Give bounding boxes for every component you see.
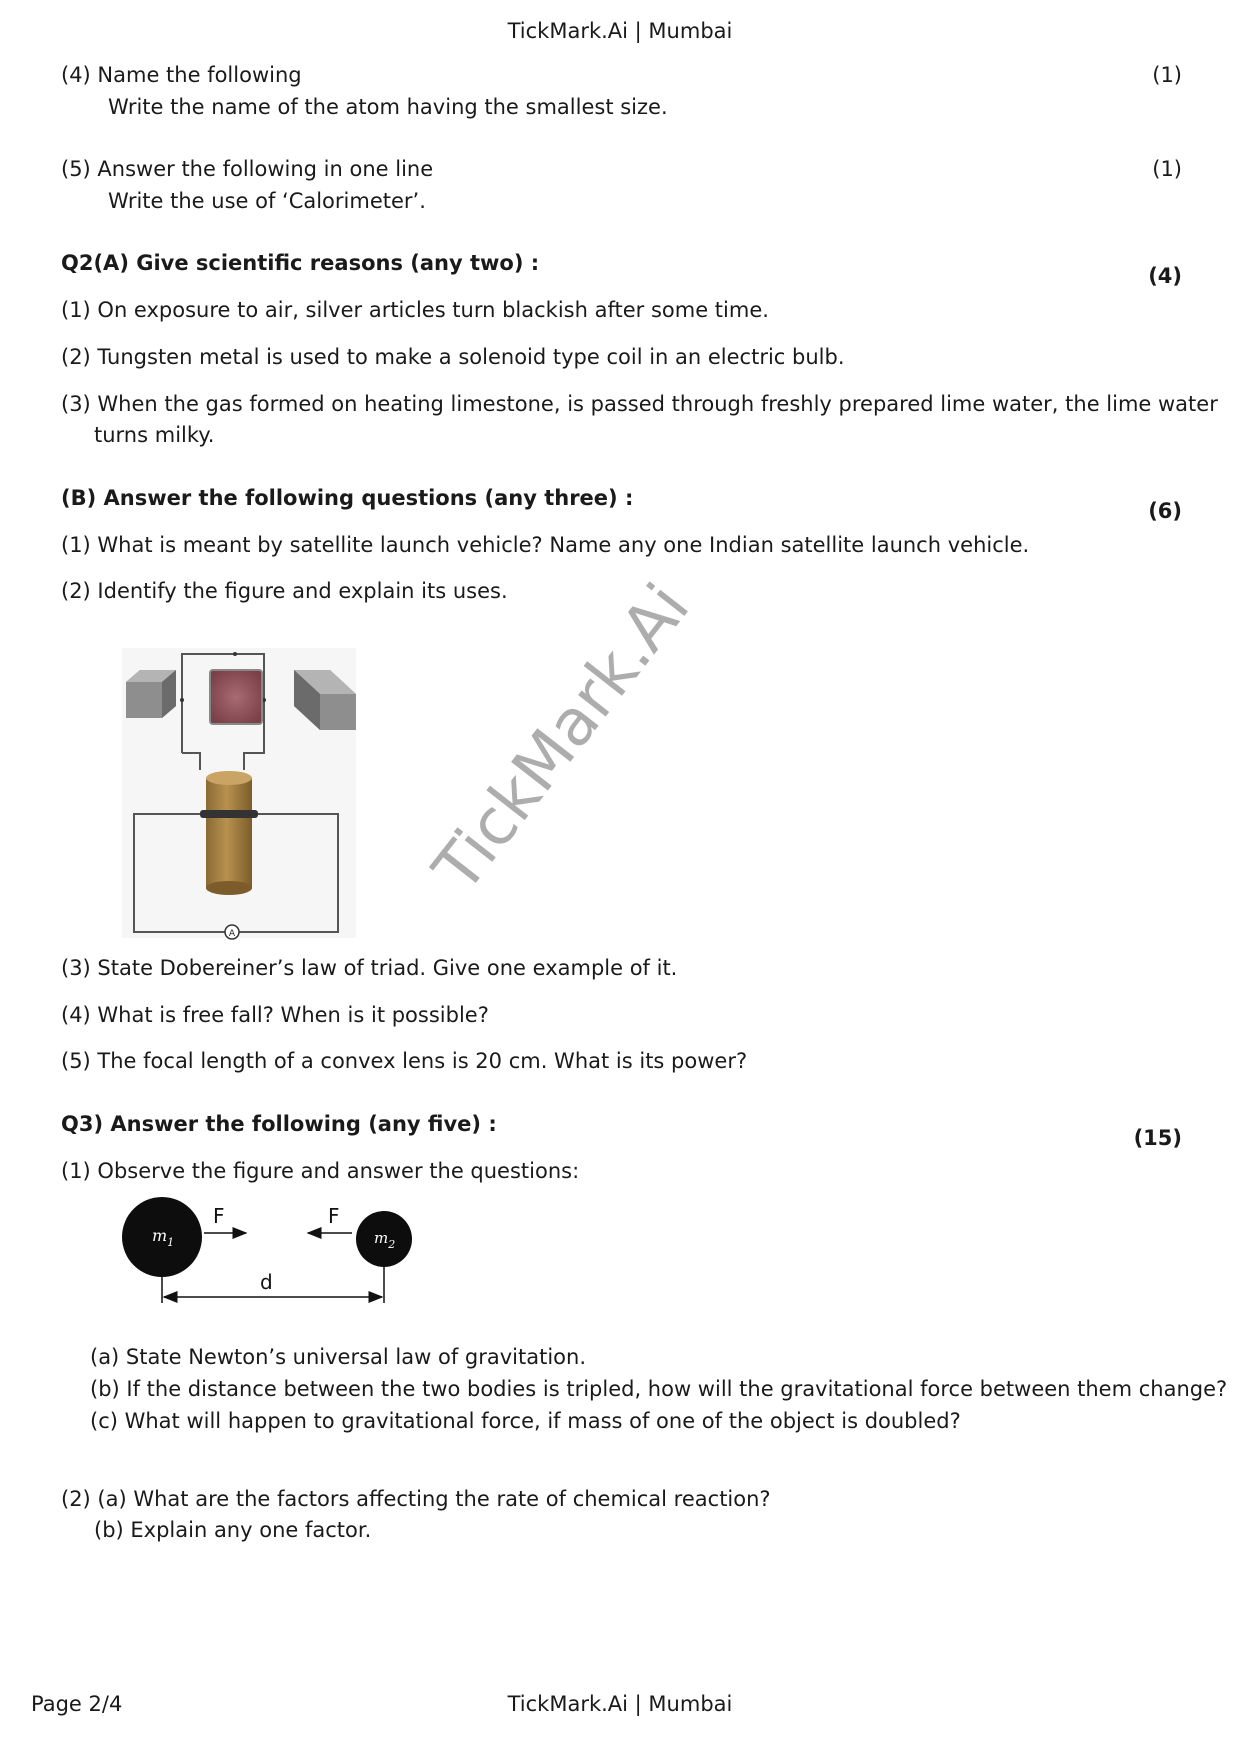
q2b-title: (B) Answer the following questions (any three) :: [61, 486, 634, 510]
q1-item-4: (4) Name the following: [61, 63, 302, 87]
q2a-item-3-cont: turns milky.: [94, 423, 215, 447]
q1-item-5: (5) Answer the following in one line: [61, 157, 434, 181]
q2a-title: Q2(A) Give scientific reasons (any two) :: [61, 251, 540, 275]
ammeter-label: A: [228, 929, 236, 939]
force-label-1: F: [213, 1204, 225, 1228]
q2b-item-3: (3) State Dobereiner’s law of triad. Give one example of it.: [61, 956, 678, 980]
q2b-marks: (6): [1148, 499, 1182, 523]
q3-item-2a: (2) (a) What are the factors affecting the rate of chemical reaction?: [61, 1487, 771, 1511]
q3-marks: (15): [1133, 1126, 1182, 1150]
armature-core: [210, 670, 262, 724]
electromagnet-figure: [120, 648, 360, 938]
mass-2-label: $m_2$: [374, 1229, 396, 1251]
q1-item-5-marks: (1): [1152, 157, 1182, 181]
q2a-item-3: (3) When the gas formed on heating limestone, is passed through freshly prepared lime water, the lime water: [61, 392, 1218, 416]
force-label-2: F: [328, 1204, 340, 1228]
q2a-marks: (4): [1148, 264, 1182, 288]
q1-item-4-marks: (1): [1152, 63, 1182, 87]
page-header: TickMark.Ai | Mumbai: [507, 19, 733, 43]
distance-label: d: [260, 1270, 273, 1294]
q3-title: Q3) Answer the following (any five) :: [61, 1112, 497, 1136]
mass-1-label: $m_1$: [152, 1226, 175, 1249]
watermark: TickMark.Ai: [420, 570, 705, 906]
page-footer: TickMark.Ai | Mumbai: [507, 1692, 733, 1716]
q2b-item-2: (2) Identify the figure and explain its uses.: [61, 579, 508, 603]
q3-sub-a: (a) State Newton’s universal law of gravitation.: [90, 1345, 587, 1369]
q2b-item-1: (1) What is meant by satellite launch vehicle? Name any one Indian satellite launch vehicle.: [61, 533, 1030, 557]
q1-item-4-sub: Write the name of the atom having the smallest size.: [108, 95, 668, 119]
page-number: Page 2/4: [31, 1692, 123, 1716]
q3-sub-c: (c) What will happen to gravitational force, if mass of one of the object is doubled?: [90, 1409, 961, 1433]
magnet-left: [126, 670, 176, 718]
q3-item-2b: (b) Explain any one factor.: [94, 1518, 372, 1542]
commutator-cylinder: [200, 771, 258, 895]
q3-item-1: (1) Observe the figure and answer the questions:: [61, 1159, 580, 1183]
q2a-item-1: (1) On exposure to air, silver articles turn blackish after some time.: [61, 298, 769, 322]
q2a-item-2: (2) Tungsten metal is used to make a solenoid type coil in an electric bulb.: [61, 345, 845, 369]
q3-sub-b: (b) If the distance between the two bodies is tripled, how will the gravitational force between them change?: [90, 1377, 1228, 1401]
q2b-item-4: (4) What is free fall? When is it possible?: [61, 1003, 489, 1027]
gravitation-figure: [118, 1197, 418, 1307]
q1-item-5-sub: Write the use of ‘Calorimeter’.: [108, 189, 426, 213]
q2b-item-5: (5) The focal length of a convex lens is 20 cm. What is its power?: [61, 1049, 748, 1073]
